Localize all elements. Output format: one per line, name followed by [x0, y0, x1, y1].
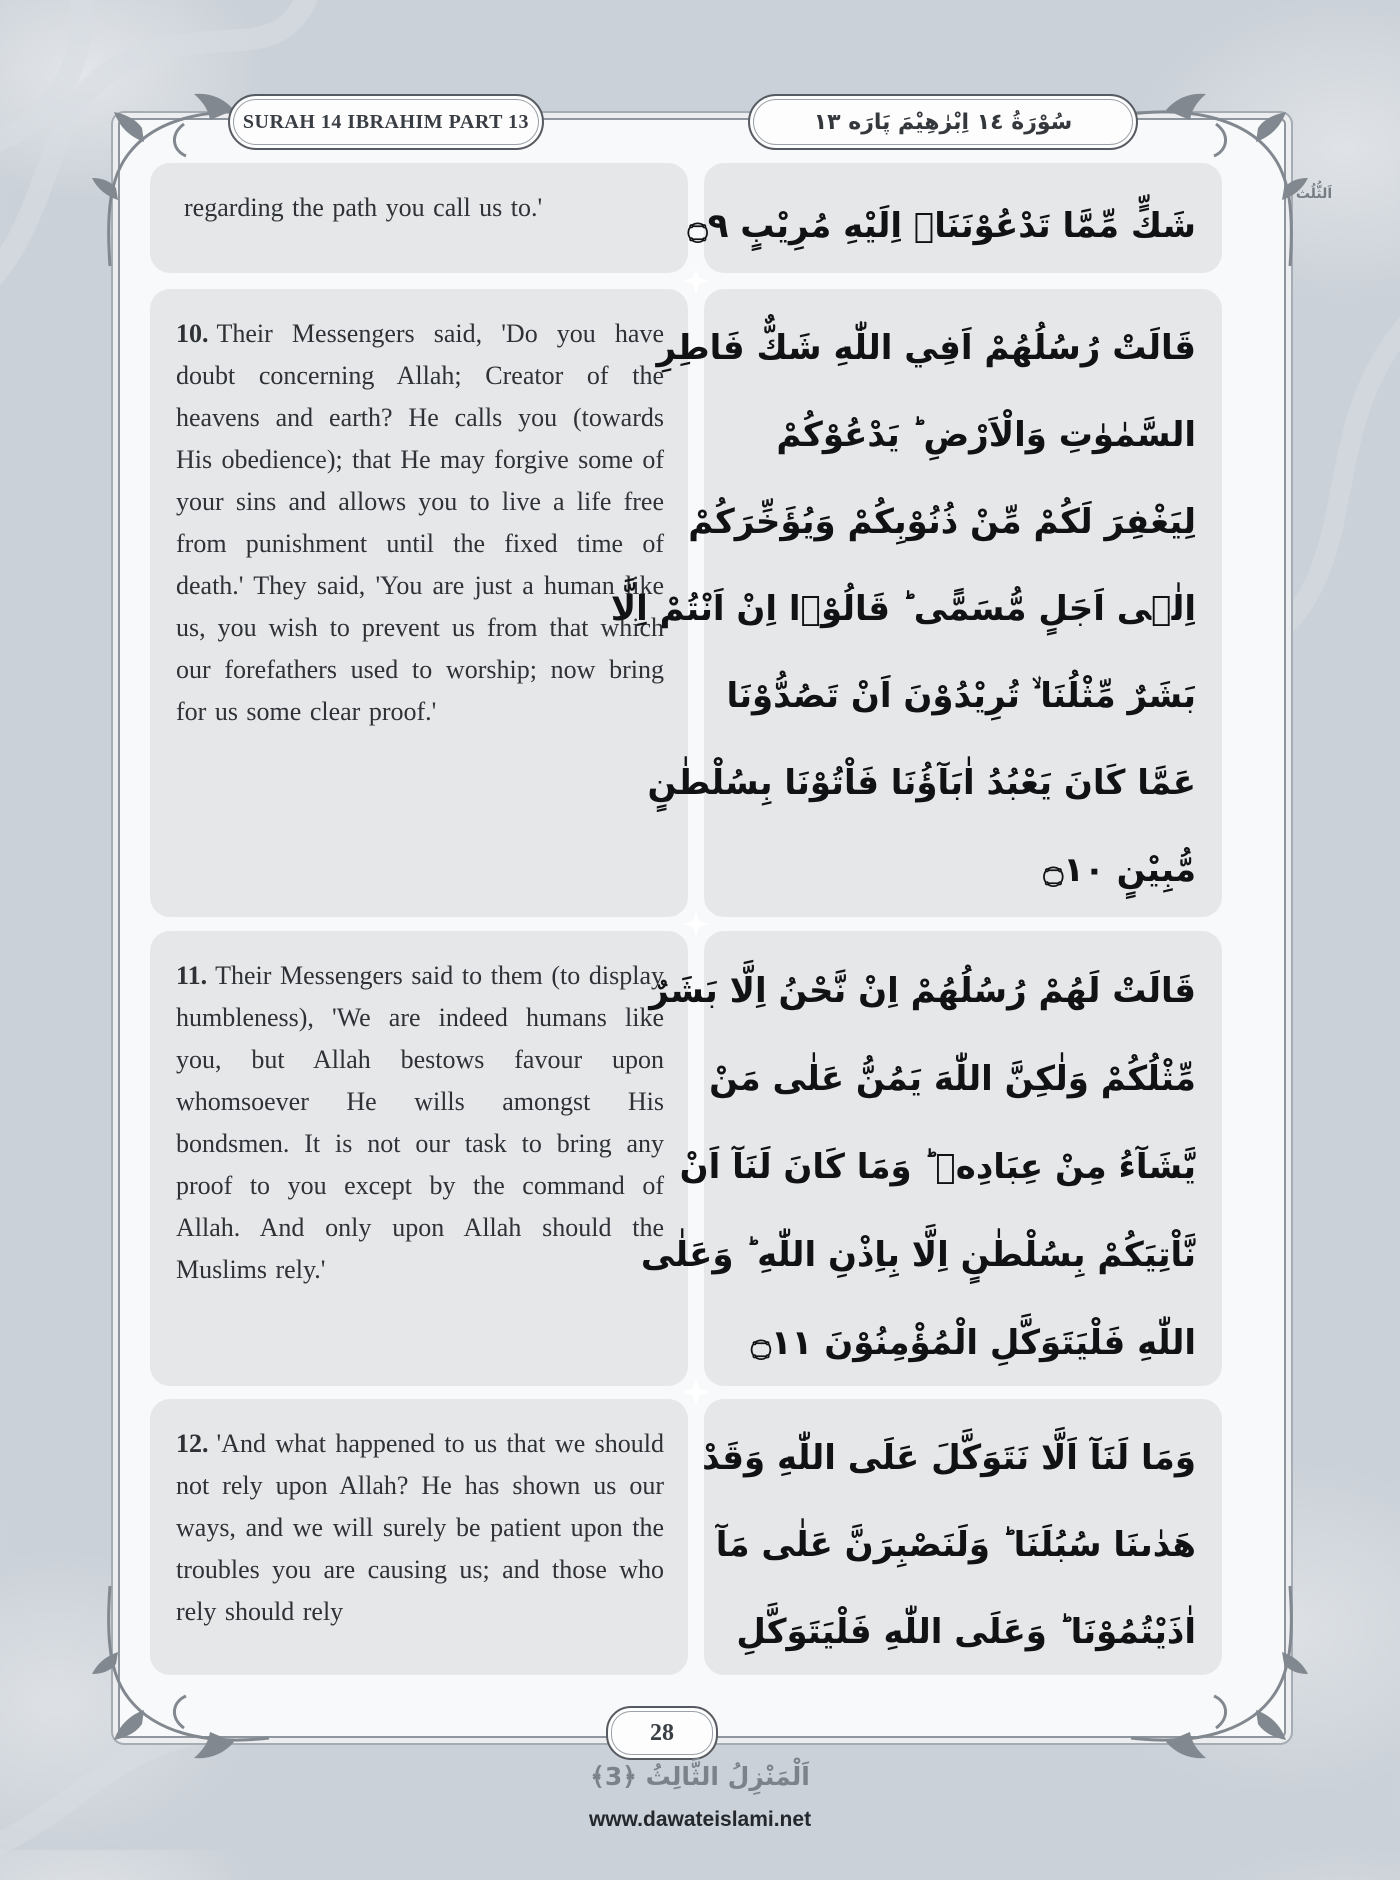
translation-text: regarding the path you call us to.'	[184, 193, 543, 222]
arabic-line: هَدٰىنَا سُبُلَنَا ؕ وَلَنَصْبِرَنَّ عَلٰى مَآ	[715, 1525, 1196, 1565]
arabic-line: يَّشَآءُ مِنْ عِبَادِهٖ ؕ وَمَا كَانَ لَنَآ اَنْ	[679, 1147, 1196, 1187]
arabic-line: وَمَا لَنَآ اَلَّا نَتَوَكَّلَ عَلَى اللّٰهِ وَقَدْ	[702, 1438, 1196, 1478]
surah-title-banner-english	[228, 94, 544, 150]
surah-title-english: SURAH 14 IBRAHIM PART 13	[242, 110, 530, 133]
corner-flourish-icon	[1126, 80, 1316, 270]
arabic-line: اللّٰهِ فَلْيَتَوَكَّلِ الْمُؤْمِنُوْنَ ۝١١	[751, 1323, 1196, 1363]
verse-number: 10.	[176, 319, 209, 348]
arabic-line: مُّبِيْنٍ ۝١٠	[1043, 850, 1196, 890]
surah-title-arabic: سُوْرَةُ ١٤ اِبْرٰهِيْمَ پَارَه ١٣	[813, 109, 1073, 135]
manzil-label: اَلْمَنْزِلُ الثَّالِثُ ﴿3﴾	[590, 1762, 810, 1791]
arabic-line: عَمَّا كَانَ يَعْبُدُ اٰبَآؤُنَا فَاْتُوْنَا بِسُلْطٰنٍ	[647, 763, 1196, 803]
arabic-line: لِيَغْفِرَ لَكُمْ مِّنْ ذُنُوْبِكُمْ وَيُؤَخِّرَكُمْ	[688, 502, 1196, 542]
corner-flourish-icon	[1126, 1582, 1316, 1772]
arabic-line: قَالَتْ لَهُمْ رُسُلُهُمْ اِنْ نَّحْنُ اِلَّا بَشَرٌ	[649, 971, 1196, 1011]
verse-number: 11.	[176, 961, 208, 990]
translation-paragraph	[176, 313, 664, 733]
arabic-verse-block	[610, 289, 1222, 917]
surah-title-banner-arabic	[748, 94, 1138, 150]
arabic-line: شَكٍّ مِّمَّا تَدْعُوْنَنَاۤ اِلَيْهِ مُرِيْبٍ ۝٩	[687, 206, 1196, 246]
arabic-verse-block	[640, 931, 1222, 1386]
translation-text: Their Messengers said, 'Do you have doubt concerning Allah; Creator of the heavens and earth? He calls you (towards His obedience); that He may forgive some of your sins and allows you to live a life free from punishment until the fixed time of death.' They said, 'You are just a human like us, you wish to prevent us from that which our forefathers used to worship; now bring for us some clear proof.'	[176, 319, 664, 726]
translation-text: Their Messengers said to them (to display humbleness), 'We are indeed humans like you, but Allah bestows favour upon whomsoever He wills amongst His bondsmen. It is not our task to bring any proof to you except by the command of Allah. And only upon Allah should the Muslims rely.'	[176, 961, 664, 1284]
margin-marker: اَلثُّلُث	[1295, 186, 1333, 202]
english-translation-block	[150, 289, 688, 917]
translation-text: 'And what happened to us that we should not rely upon Allah? He has shown us our ways, and we will surely be patient upon the troubles you are causing us; and those who rely should rely	[176, 1429, 664, 1626]
arabic-line: نَّاْتِيَكُمْ بِسُلْطٰنٍ اِلَّا بِاِذْنِ اللّٰهِ ؕ وَعَلٰى	[640, 1235, 1196, 1275]
english-translation-block	[150, 931, 688, 1386]
arabic-line: مِّثْلُكُمْ وَلٰكِنَّ اللّٰهَ يَمُنُّ عَلٰى مَنْ	[709, 1059, 1196, 1099]
translation-paragraph	[176, 955, 664, 1291]
arabic-line: اِلٰۤى اَجَلٍ مُّسَمًّى ؕ قَالُوْۤا اِنْ اَنْتُمْ اِلَّا	[610, 589, 1196, 629]
arabic-line: قَالَتْ رُسُلُهُمْ اَفِي اللّٰهِ شَكٌّ فَاطِرِ	[656, 328, 1196, 368]
website-url: www.dawateislami.net	[588, 1808, 812, 1831]
arabic-line: اٰذَيْتُمُوْنَا ؕ وَعَلَى اللّٰهِ فَلْيَتَوَكَّلِ	[736, 1612, 1196, 1652]
page-number-badge	[606, 1706, 718, 1760]
arabic-line: السَّمٰوٰتِ وَالْاَرْضِ ؕ يَدْعُوْكُمْ	[776, 415, 1196, 455]
corner-flourish-icon	[84, 1582, 274, 1772]
verse-number: 12.	[176, 1429, 209, 1458]
page-number: 28	[650, 1719, 674, 1746]
arabic-line: بَشَرٌ مِّثْلُنَا ۙ تُرِيْدُوْنَ اَنْ تَصُدُّوْنَا	[726, 676, 1196, 716]
